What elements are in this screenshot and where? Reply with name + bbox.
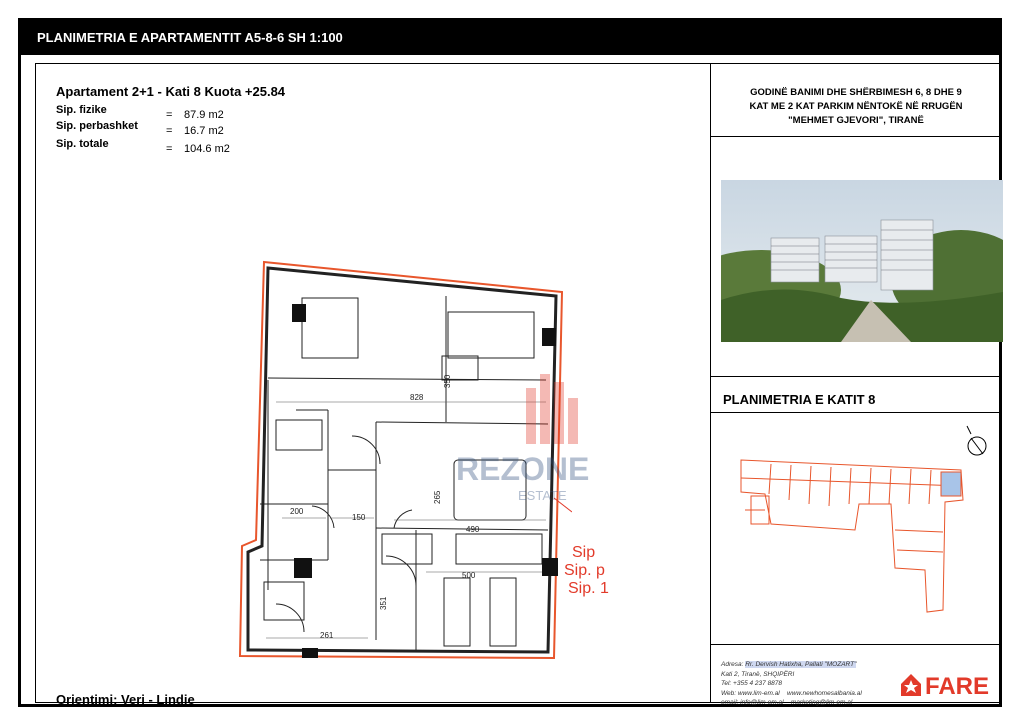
divider [711, 644, 1001, 645]
building-line: "MEHMET GJEVORI", TIRANË [788, 115, 924, 126]
spec-label-perbashket: Sip. perbashket [56, 120, 138, 132]
building-render-image [721, 180, 1003, 342]
email-2: marketing@lim-em.al [790, 699, 853, 706]
website: Web: www.lim-em.al [721, 689, 780, 697]
address-line2: Kati 2, Tiranë, SHQIPËRI [721, 670, 795, 678]
apartment-title: Apartament 2+1 - Kati 8 Kuota +25.84 [56, 84, 286, 99]
dim-label: 500 [462, 571, 476, 580]
building-line: GODINË BANIMI DHE SHËRBIMESH 6, 8 DHE 9 [750, 87, 962, 98]
watermark-sub: ESTATE [518, 488, 567, 503]
plan-overlay-text: Sip. 1 [568, 580, 609, 597]
spec-eq: = [166, 125, 173, 137]
watermark-brand: REZONE [456, 451, 590, 487]
dim-label: 350 [443, 374, 452, 388]
spec-value-fizike: 87.9 m2 [184, 109, 224, 121]
building-description [711, 86, 1001, 128]
divider [711, 136, 1001, 137]
fare-logo [899, 668, 989, 698]
sheet-title: PLANIMETRIA E APARTAMENTIT A5-8-6 SH 1:100 [21, 21, 999, 55]
logo-text: FARE [925, 673, 989, 698]
spec-eq: = [166, 109, 173, 121]
dim-label: 200 [290, 507, 304, 516]
floor-plan-title: PLANIMETRIA E KATIT 8 [723, 392, 876, 407]
contact-info [721, 660, 862, 708]
dim-label: 265 [433, 490, 442, 504]
spec-value-totale: 104.6 m2 [184, 143, 230, 155]
address-label: Adresa: [721, 661, 744, 668]
apartment-panel [35, 63, 711, 707]
building-line: KAT ME 2 KAT PARKIM NËNTOKË NË RRUGËN [749, 101, 963, 112]
dim-label: 351 [379, 596, 388, 610]
website-2: www.newhomesalbania.al [787, 689, 862, 697]
divider [711, 412, 1001, 413]
plan-overlay-text: Sip. p [564, 562, 605, 579]
spec-eq: = [166, 143, 173, 155]
email: email: info@lim-em.al [721, 699, 784, 706]
spec-label-totale: Sip. totale [56, 138, 109, 150]
dim-label: 261 [320, 631, 334, 640]
address-value: Rr. Dervish Hatixha, Pallati "MOZART" [745, 661, 857, 668]
dim-label: 150 [352, 513, 366, 522]
drawing-sheet [18, 18, 1002, 707]
spec-label-fizike: Sip. fizike [56, 104, 107, 116]
floor-key-plan [731, 420, 993, 630]
building-info-panel [711, 63, 1001, 706]
rezone-watermark-logo [454, 368, 634, 508]
dim-label: 828 [410, 393, 424, 402]
telephone: Tel: +355 4 237 8878 [721, 680, 783, 687]
divider [711, 376, 1001, 377]
orientation-label: Orientimi: Veri - Lindje [56, 692, 195, 707]
apartment-highlight [941, 472, 961, 496]
plan-overlay-text: Sip [572, 544, 596, 561]
spec-value-perbashket: 16.7 m2 [184, 125, 224, 137]
dim-label: 490 [466, 525, 480, 534]
